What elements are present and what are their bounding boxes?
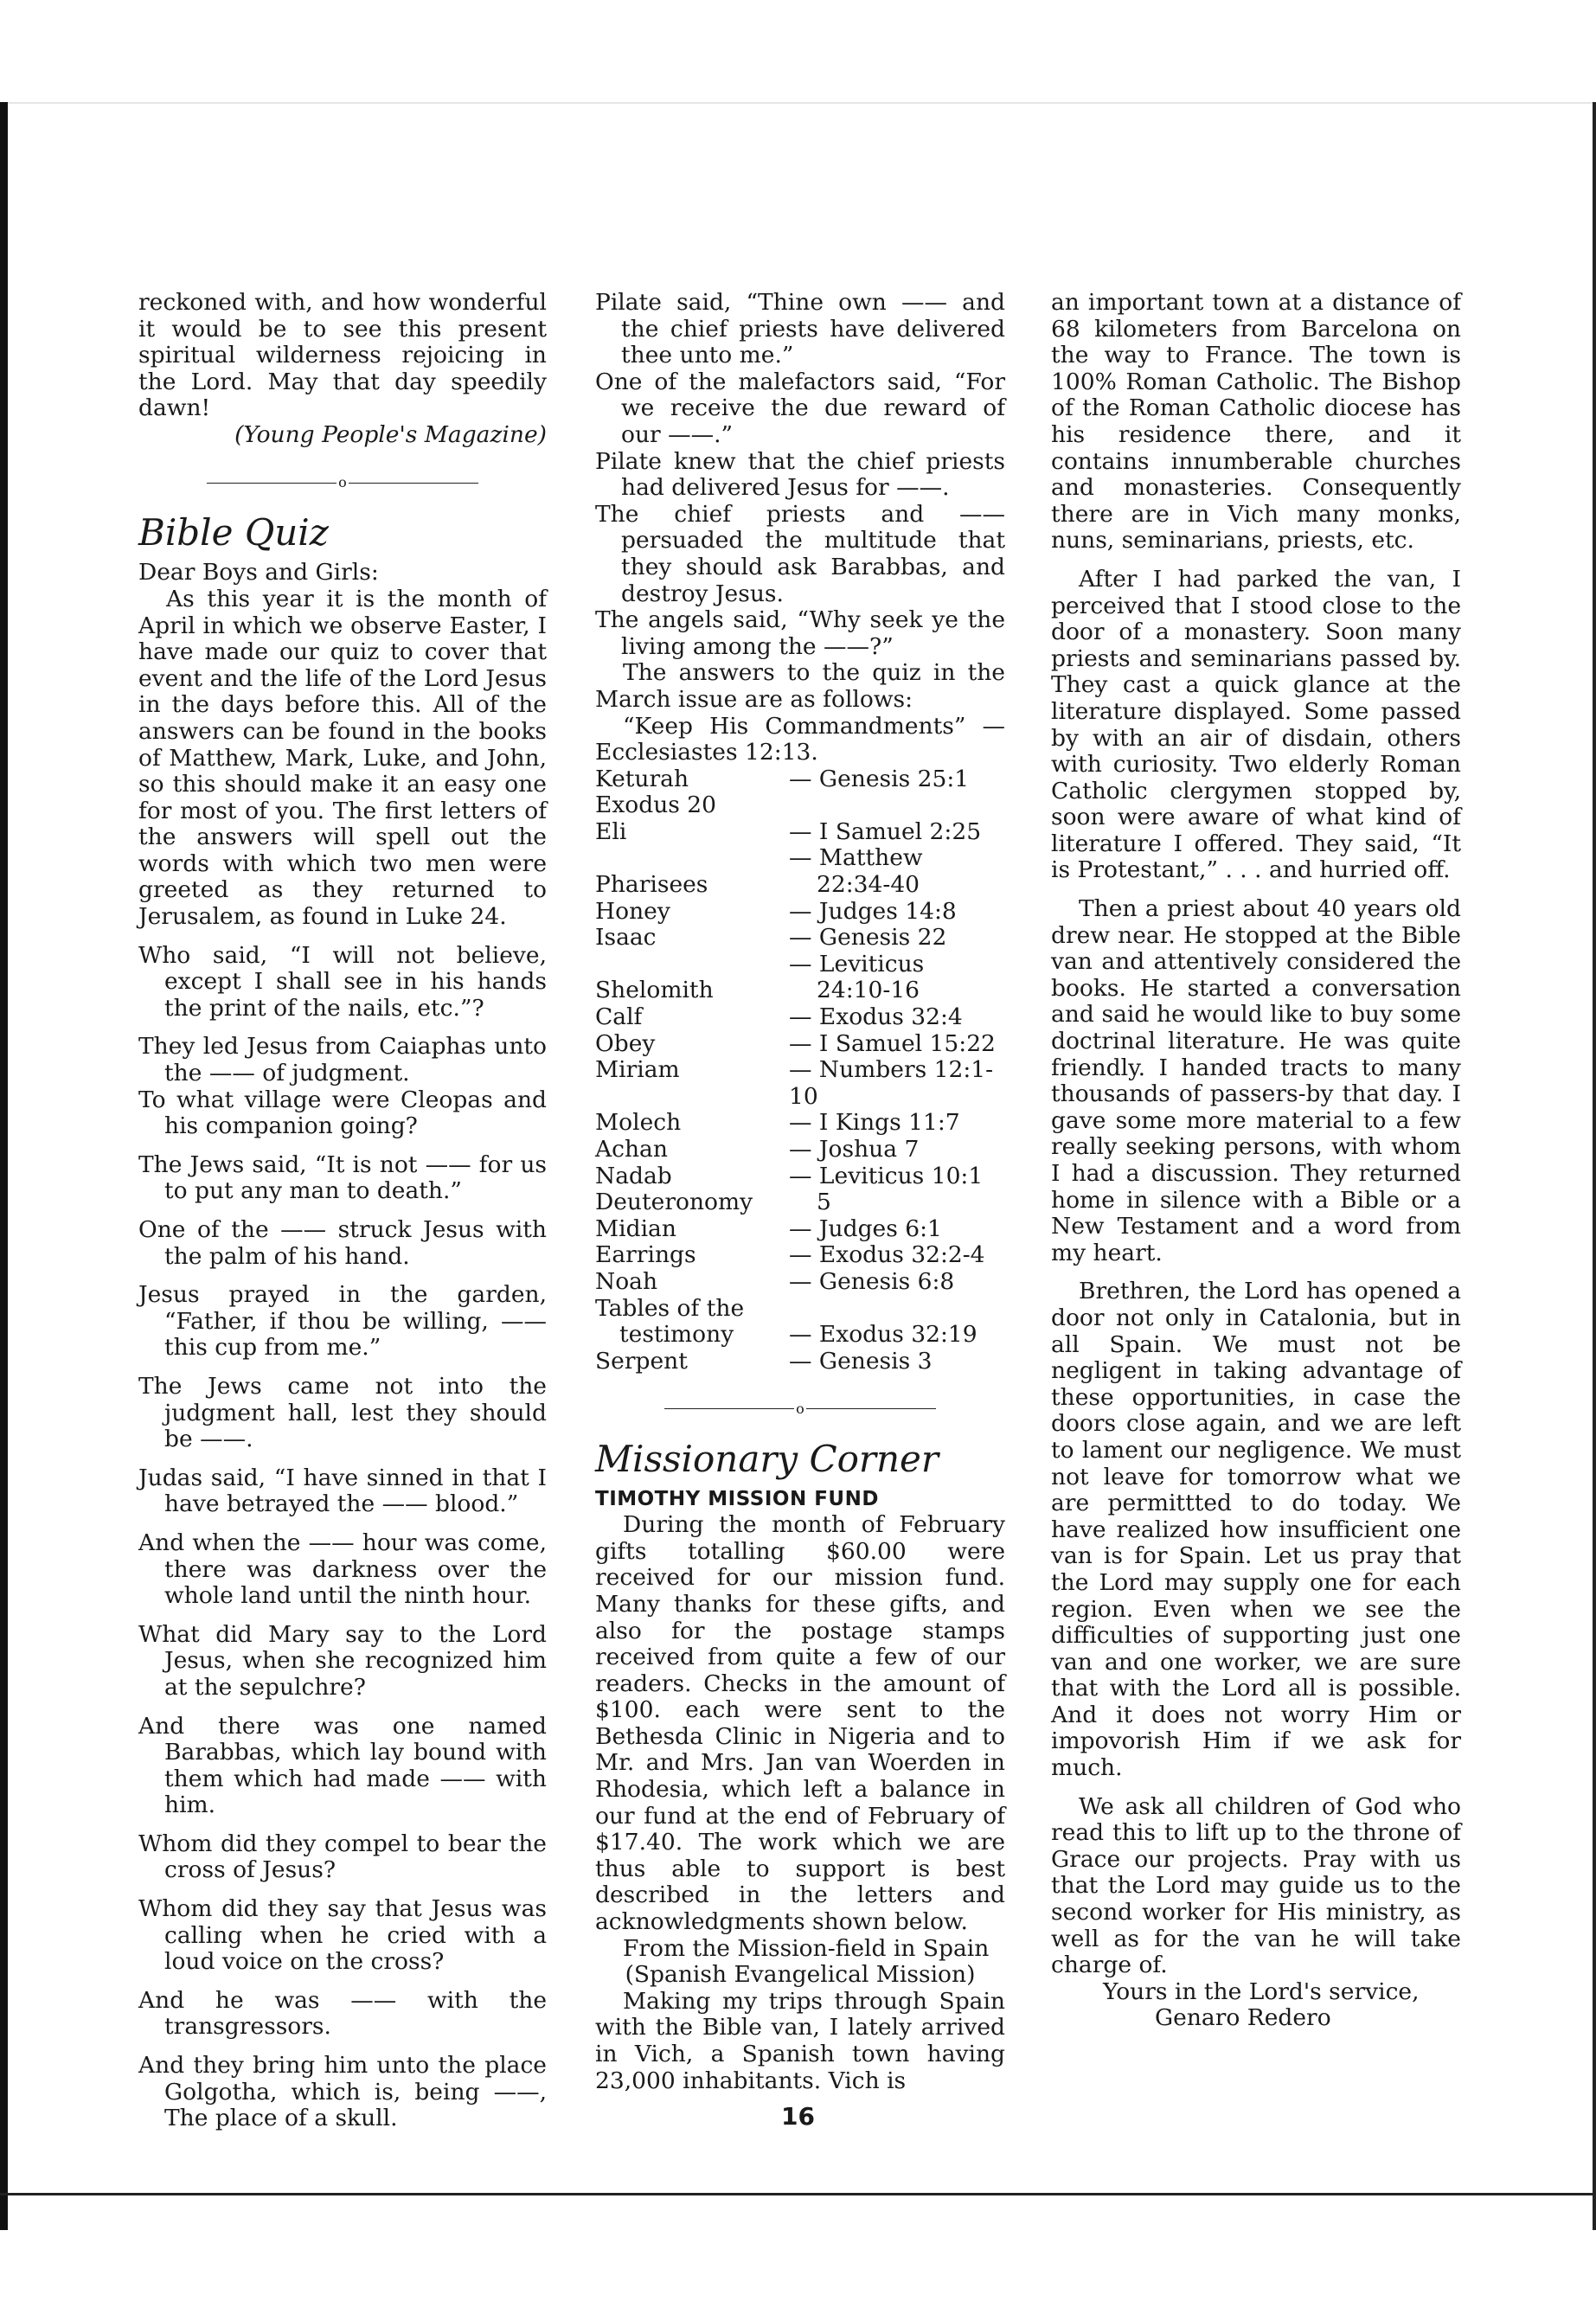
- answer-row: [595, 977, 1005, 1004]
- answer-row: [595, 1110, 1005, 1137]
- answer-row: [595, 1349, 1005, 1375]
- answer-reference: — Genesis 3: [789, 1347, 933, 1375]
- answer-reference: — Numbers 12:1-10: [789, 1056, 994, 1110]
- answer-word: Nadab: [595, 1162, 672, 1189]
- quiz-question: Pilate knew that the chief priests had delivered Jesus for ——.: [595, 447, 1005, 502]
- column-1: [138, 290, 547, 2132]
- answer-reference: [789, 1296, 1005, 1323]
- letter-paragraph: Then a priest about 40 years old drew near. He stopped at the Bible van and attentively considered the books. He started a conversation and said he would like to buy some doctrinal literature. He was quite friendly. I handed tracts to many thousands of passers-by that day. I gave some more material to a few really seeking persons, with whom I had a discussion. They returned home in silence with a Bible or a New Testament and a word from my heart.: [1051, 895, 1461, 1266]
- answer-word: Eli: [595, 817, 627, 845]
- scan-top-margin: [0, 0, 1596, 104]
- answer-row: [595, 1216, 1005, 1243]
- answer-word: Tables of the: [595, 1294, 745, 1322]
- answer-word: Pharisees: [595, 871, 708, 899]
- spain-title: From the Mission-field in Spain: [623, 1934, 990, 1962]
- page-number: 16: [781, 2102, 815, 2131]
- quiz-question: Who said, “I will not believe, except I shall see in his hands the print of the nails, etc.”?: [138, 941, 547, 1022]
- answer-word: Isaac: [595, 924, 657, 952]
- answer-reference: — Leviticus 10:1: [789, 1162, 984, 1189]
- answer-word: Shelomith: [595, 977, 714, 1004]
- answer-reference: — Genesis 22: [789, 924, 947, 952]
- answer-word: Molech: [595, 1109, 682, 1137]
- scan-left-edge: [0, 102, 8, 2230]
- answer-row: [595, 1269, 1005, 1296]
- column-3: [1051, 290, 1461, 2032]
- answer-row: [595, 925, 1005, 952]
- answer-word: Achan: [595, 1136, 668, 1163]
- letter-paragraph: We ask all children of God who read this to lift up to the throne of Grace our projects. Pray with us that the Lord may guide us to the second worker for His ministry, as well as for the van he will take charge of.: [1051, 1792, 1461, 1979]
- answer-row: [595, 952, 1005, 978]
- answer-row: [595, 1004, 1005, 1031]
- quiz-question: And they bring him unto the place Golgotha, which is, being ——, The place of a skull.: [138, 2052, 547, 2132]
- fund-paragraph: During the month of February gifts totalling $60.00 were received for our mission fund. Many thanks for these gifts, and also for the postage stamps received from quite a few of our readers. Checks in the amount of $100. each were sent to the Bethesda Clinic in Nigeria and to Mr. and Mrs. Jan van Woerden in Rhodesia, which left a balance in our fund at the end of February of $17.40. The work which we are thus able to support is best described in the letters and acknowledgments shown below.: [595, 1511, 1005, 1936]
- answer-reference: — Genesis 6:8: [789, 1267, 955, 1295]
- answer-word: Keturah: [595, 765, 689, 792]
- answer-row: [595, 819, 1005, 846]
- source-citation: (Young People's Magazine): [234, 420, 547, 448]
- answer-row: [595, 792, 1005, 819]
- quiz-question: And when the —— hour was come, there was darkness over the whole land until the ninth hour.: [138, 1529, 547, 1610]
- quiz-question: One of the —— struck Jesus with the palm of his hand.: [138, 1216, 547, 1270]
- quiz-question: Whom did they compel to bear the cross of Jesus?: [138, 1830, 547, 1884]
- quiz-question: What did Mary say to the Lord Jesus, when she recognized him at the sepulchre?: [138, 1620, 547, 1701]
- quiz-question: And there was one named Barabbas, which lay bound with them which had made —— with him.: [138, 1712, 547, 1819]
- quiz-intro-paragraph: As this year it is the month of April in which we observe Easter, I have made our quiz to cover that event and the life of the Lord Jesus in the days before this. All of the answers can be found in the books of Matthew, Mark, Luke, and John, so this should make it an easy one for most of you. The first letters of the answers will spell out the words with which two men were greeted as they returned to Jerusalem, as found in Luke 24.: [138, 585, 547, 931]
- answer-reference: — Judges 14:8: [789, 897, 957, 925]
- answer-word: [595, 952, 789, 978]
- answer-row: [595, 1057, 1005, 1110]
- answer-row: [595, 1296, 1005, 1323]
- quiz-question: Jesus prayed in the garden, “Father, if thou be willing, —— this cup from me.”: [138, 1281, 547, 1362]
- answer-word: Earrings: [595, 1241, 696, 1269]
- answer-row: [595, 1137, 1005, 1163]
- answer-word: Obey: [595, 1029, 656, 1057]
- quiz-question: The Jews came not into the judgment hall, lest they should be ——.: [138, 1372, 547, 1453]
- answer-reference: [789, 792, 1005, 819]
- answer-row: [595, 1242, 1005, 1269]
- quiz-salutation: Dear Boys and Girls:: [138, 559, 379, 586]
- quiz-question: And he was —— with the transgressors.: [138, 1986, 547, 2041]
- letter-signature: Genaro Redero: [1155, 2004, 1331, 2032]
- answer-reference: — Judges 6:1: [789, 1215, 942, 1242]
- scan-right-edge: [1593, 102, 1596, 2230]
- quiz-question: Judas said, “I have sinned in that I have betrayed the —— blood.”: [138, 1464, 547, 1518]
- answer-reference: — I Samuel 2:25: [789, 817, 982, 845]
- answer-reference: — Leviticus: [789, 950, 925, 977]
- answer-reference: 5: [817, 1189, 831, 1216]
- spain-paragraph-continued: an important town at a distance of 68 kilometers from Barcelona on the way to France. The town is 100% Roman Catholic. The Bishop of the Roman Catholic diocese has his residence there, and it contains innumberable churches and monasteries. Consequently there are in Vich many monks, nuns, seminarians, priests, etc.: [1051, 289, 1461, 554]
- quiz-question: Whom did they say that Jesus was calling when he cried with a loud voice on the cross?: [138, 1895, 547, 1976]
- quiz-question: To what village were Cleopas and his companion going?: [138, 1086, 547, 1140]
- quiz-question: Pilate said, “Thine own —— and the chief priests have delivered thee unto me.”: [595, 289, 1005, 369]
- answer-reference: 22:34-40: [817, 871, 920, 899]
- spain-paragraph-start: Making my trips through Spain with the Bible van, I lately arrived in Vich, a Spanish town having 23,000 inhabitants. Vich is: [595, 1987, 1005, 2094]
- answers-table: [595, 766, 1005, 1375]
- intro-text: reckoned with, and how wonderful it would be to see this present spiritual wilderness rejoicing in the Lord. May that day speedily dawn!: [138, 289, 547, 422]
- answer-word: Miriam: [595, 1056, 680, 1084]
- quiz-question: They led Jesus from Caiaphas unto the —— of judgment.: [138, 1033, 547, 1087]
- quiz-question: The angels said, “Why seek ye the living among the ——?”: [595, 606, 1005, 660]
- answer-word: Deuteronomy: [595, 1189, 753, 1216]
- timothy-fund-heading: TIMOTHY MISSION FUND: [595, 1488, 879, 1511]
- answer-reference: — Exodus 32:19: [789, 1321, 977, 1349]
- answer-word: Serpent: [595, 1347, 688, 1375]
- answer-row: [595, 766, 1005, 793]
- letter-closing: Yours in the Lord's service,: [1103, 1977, 1420, 2005]
- answer-reference: — Joshua 7: [789, 1136, 920, 1163]
- answer-word: Honey: [595, 897, 670, 925]
- answer-word: Calf: [595, 1003, 643, 1031]
- quiz-question: The chief priests and —— persuaded the multitude that they should ask Barabbas, and destroy Jesus.: [595, 500, 1005, 607]
- section-divider: o: [138, 470, 547, 497]
- section-divider: o: [595, 1395, 1005, 1422]
- answer-reference: 24:10-16: [817, 977, 920, 1004]
- answer-row: [595, 1189, 1005, 1216]
- quiz-question: The Jews said, “It is not —— for us to put any man to death.”: [138, 1150, 547, 1205]
- answer-word: [595, 845, 789, 872]
- answer-reference: — I Kings 11:7: [789, 1109, 960, 1137]
- spain-organization: (Spanish Evangelical Mission): [625, 1961, 976, 1989]
- answer-row: [595, 872, 1005, 899]
- answer-reference: — Exodus 32:2-4: [789, 1241, 985, 1269]
- answer-word: testimony: [619, 1321, 734, 1349]
- answer-row: [595, 1031, 1005, 1058]
- answer-reference: — Exodus 32:4: [789, 1003, 963, 1031]
- answers-key: “Keep His Commandments” — Ecclesiastes 12:13.: [595, 712, 1005, 766]
- answer-word: Exodus 20: [595, 792, 717, 819]
- letter-paragraph: After I had parked the van, I perceived that I stood close to the door of a monastery. Soon many priests and seminarians passed by. They cast a quick glance at the literature displayed. Some passed by with an air of disdain, others with curiosity. Two elderly Roman Catholic clergymen stopped by, soon were aware of what kind of literature I offered. They said, “It is Protestant,” . . . and hurried off.: [1051, 565, 1461, 884]
- letter-paragraph: Brethren, the Lord has opened a door not only in Catalonia, but in all Spain. We must not be negligent in taking advantage of these opportunities, in case the doors close again, and we are left to lament our negligence. We must not leave for tomorrow what we are permittted to do today. We have realized how insufficient one van is for Spain. Let us pray that the Lord may supply one for each region. Even when we see the difficulties of supporting just one van and one worker, we are sure that with the Lord all is possible. And it does not worry Him or impovorish Him if we ask for much.: [1051, 1278, 1461, 1782]
- answer-row: [595, 1322, 1005, 1349]
- answer-reference: — Matthew: [789, 844, 923, 872]
- answer-word: Midian: [595, 1215, 676, 1242]
- answer-row: [595, 1163, 1005, 1190]
- answer-row: [595, 899, 1005, 926]
- answer-reference: — I Samuel 15:22: [789, 1029, 996, 1057]
- scan-bottom-edge: [0, 2193, 1596, 2195]
- answer-row: [595, 845, 1005, 872]
- answer-word: Noah: [595, 1267, 658, 1295]
- answer-reference: — Genesis 25:1: [789, 765, 970, 792]
- missionary-corner-heading: Missionary Corner: [595, 1438, 939, 1481]
- column-2: [595, 290, 1005, 2094]
- bible-quiz-heading: Bible Quiz: [138, 511, 329, 554]
- answers-intro: The answers to the quiz in the March issue are as follows:: [595, 659, 1005, 713]
- quiz-question: One of the malefactors said, “For we receive the due reward of our ——.”: [595, 368, 1005, 448]
